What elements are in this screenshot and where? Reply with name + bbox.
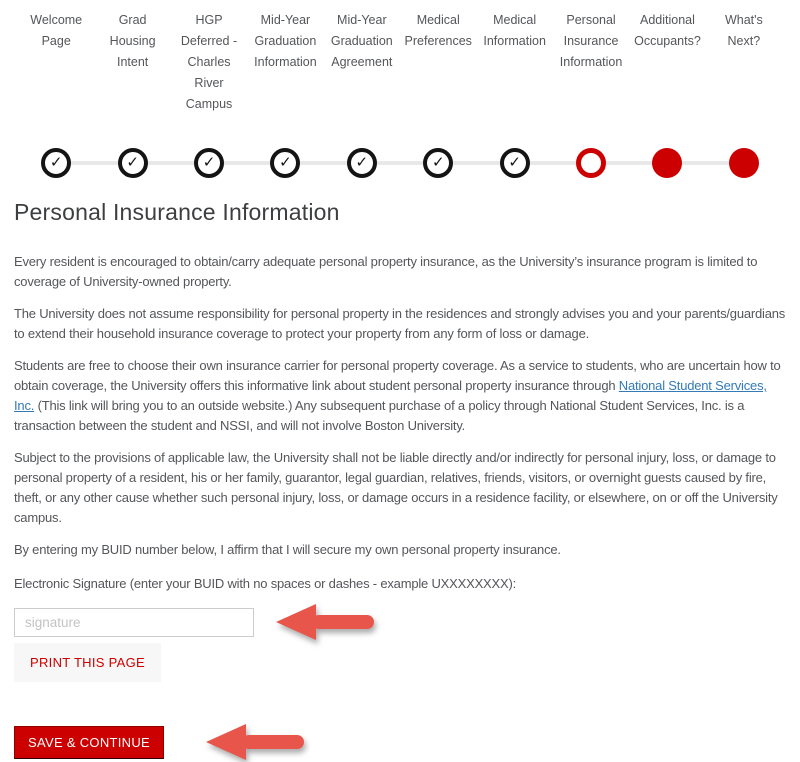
stepper-label-0: Welcome Page [30,13,83,48]
page-title: Personal Insurance Information [14,199,340,225]
stepper-circle-6-done[interactable] [500,148,530,178]
check-icon: ✓ [202,154,216,171]
stepper-label-8: Additional Occupants? [634,13,701,48]
stepper-circle-7-current[interactable] [576,148,606,178]
paragraph-carrier-choice-before-link: Students are free to choose their own insurance carrier for personal property coverage. As a service to students, who are uncertain how to obtain coverage, the University offers this informative link about student personal property insurance through [14,358,781,393]
stepper-circle-9-upcoming[interactable] [729,148,759,178]
stepper-circle-3-done[interactable] [270,148,300,178]
annotation-arrow-left-icon [204,722,308,762]
stepper-cell-4 [324,148,400,178]
check-icon: ✓ [126,154,139,171]
stepper-cell-9 [706,148,782,178]
stepper-cell-3 [247,148,323,178]
paragraph-affirmation: By entering my BUID number below, I affirm that I will secure my own personal property insurance. [14,542,561,557]
stepper-circle-4-done[interactable] [347,148,377,178]
paragraph-liability: Subject to the provisions of applicable law, the University shall not be liable directly and/or indirectly for personal injury, loss, or damage to personal property of a resident, his or her family, guarantor, legal guardian, relatives, friends, visitors, or overnight guests caused by fire, theft, or any other cause whether such personal injury, loss, or damage occurs in a residence facility, or elsewhere, on or off the University campus. [14,450,778,525]
stepper-label-2: HGP Deferred - Charles River Campus [180,13,238,111]
stepper-labels [0,0,800,145]
stepper-cell-5 [400,148,476,178]
stepper-label-9: What's Next? [724,13,763,48]
stepper-label-6: Medical Information [483,13,546,48]
signature-label: Electronic Signature (enter your BUID with no spaces or dashes - example UXXXXXXXX): [14,576,516,591]
stepper-cell-1 [94,148,170,178]
paragraph-no-responsibility: The University does not assume responsibility for personal property in the residences and strongly advises you and your parents/guardians to extend their household insurance coverage to protect your property from any form of loss or damage. [14,306,786,341]
save-continue-button[interactable]: SAVE & CONTINUE [14,726,164,759]
stepper [0,0,800,181]
stepper-circles [0,145,800,181]
page-content [0,252,800,762]
stepper-label-4: Mid-Year Graduation Agreement [330,13,393,69]
stepper-label-3: Mid-Year Graduation Information [254,13,317,69]
print-page-button[interactable]: PRINT THIS PAGE [14,643,161,682]
stepper-label-1: Grad Housing Intent [109,13,156,69]
paragraph-insurance-encouraged: Every resident is encouraged to obtain/carry adequate personal property insurance, as the University’s insurance program is limited to coverage of University-owned property. [14,254,758,289]
signature-input[interactable] [14,608,254,637]
nssi-link[interactable]: National Student Services, Inc. [14,378,767,413]
check-icon: ✓ [508,154,521,171]
save-row [14,722,786,762]
stepper-cell-0 [18,148,94,178]
stepper-circle-5-done[interactable] [423,148,453,178]
stepper-cell-7 [553,148,629,178]
stepper-label-7: Personal Insurance Information [559,13,623,69]
signature-row [14,603,786,641]
stepper-circle-2-done[interactable] [194,148,224,178]
stepper-cell-2 [171,148,247,178]
check-icon: ✓ [49,154,63,171]
stepper-circle-1-done[interactable] [118,148,148,178]
stepper-circle-0-done[interactable] [41,148,71,178]
check-icon: ✓ [431,154,445,171]
paragraph-carrier-choice [14,356,786,436]
stepper-cell-8 [629,148,705,178]
check-icon: ✓ [355,154,369,171]
stepper-circle-8-upcoming[interactable] [652,148,682,178]
stepper-cell-6 [476,148,552,178]
stepper-label-5: Medical Preferences [404,13,472,48]
annotation-arrow-left-icon [274,602,378,642]
check-icon: ✓ [279,154,292,171]
paragraph-carrier-choice-after-link: (This link will bring you to an outside website.) Any subsequent purchase of a policy through National Student Services, Inc. is a transaction between the student and NSSI, and will not involve Boston University. [14,398,745,433]
